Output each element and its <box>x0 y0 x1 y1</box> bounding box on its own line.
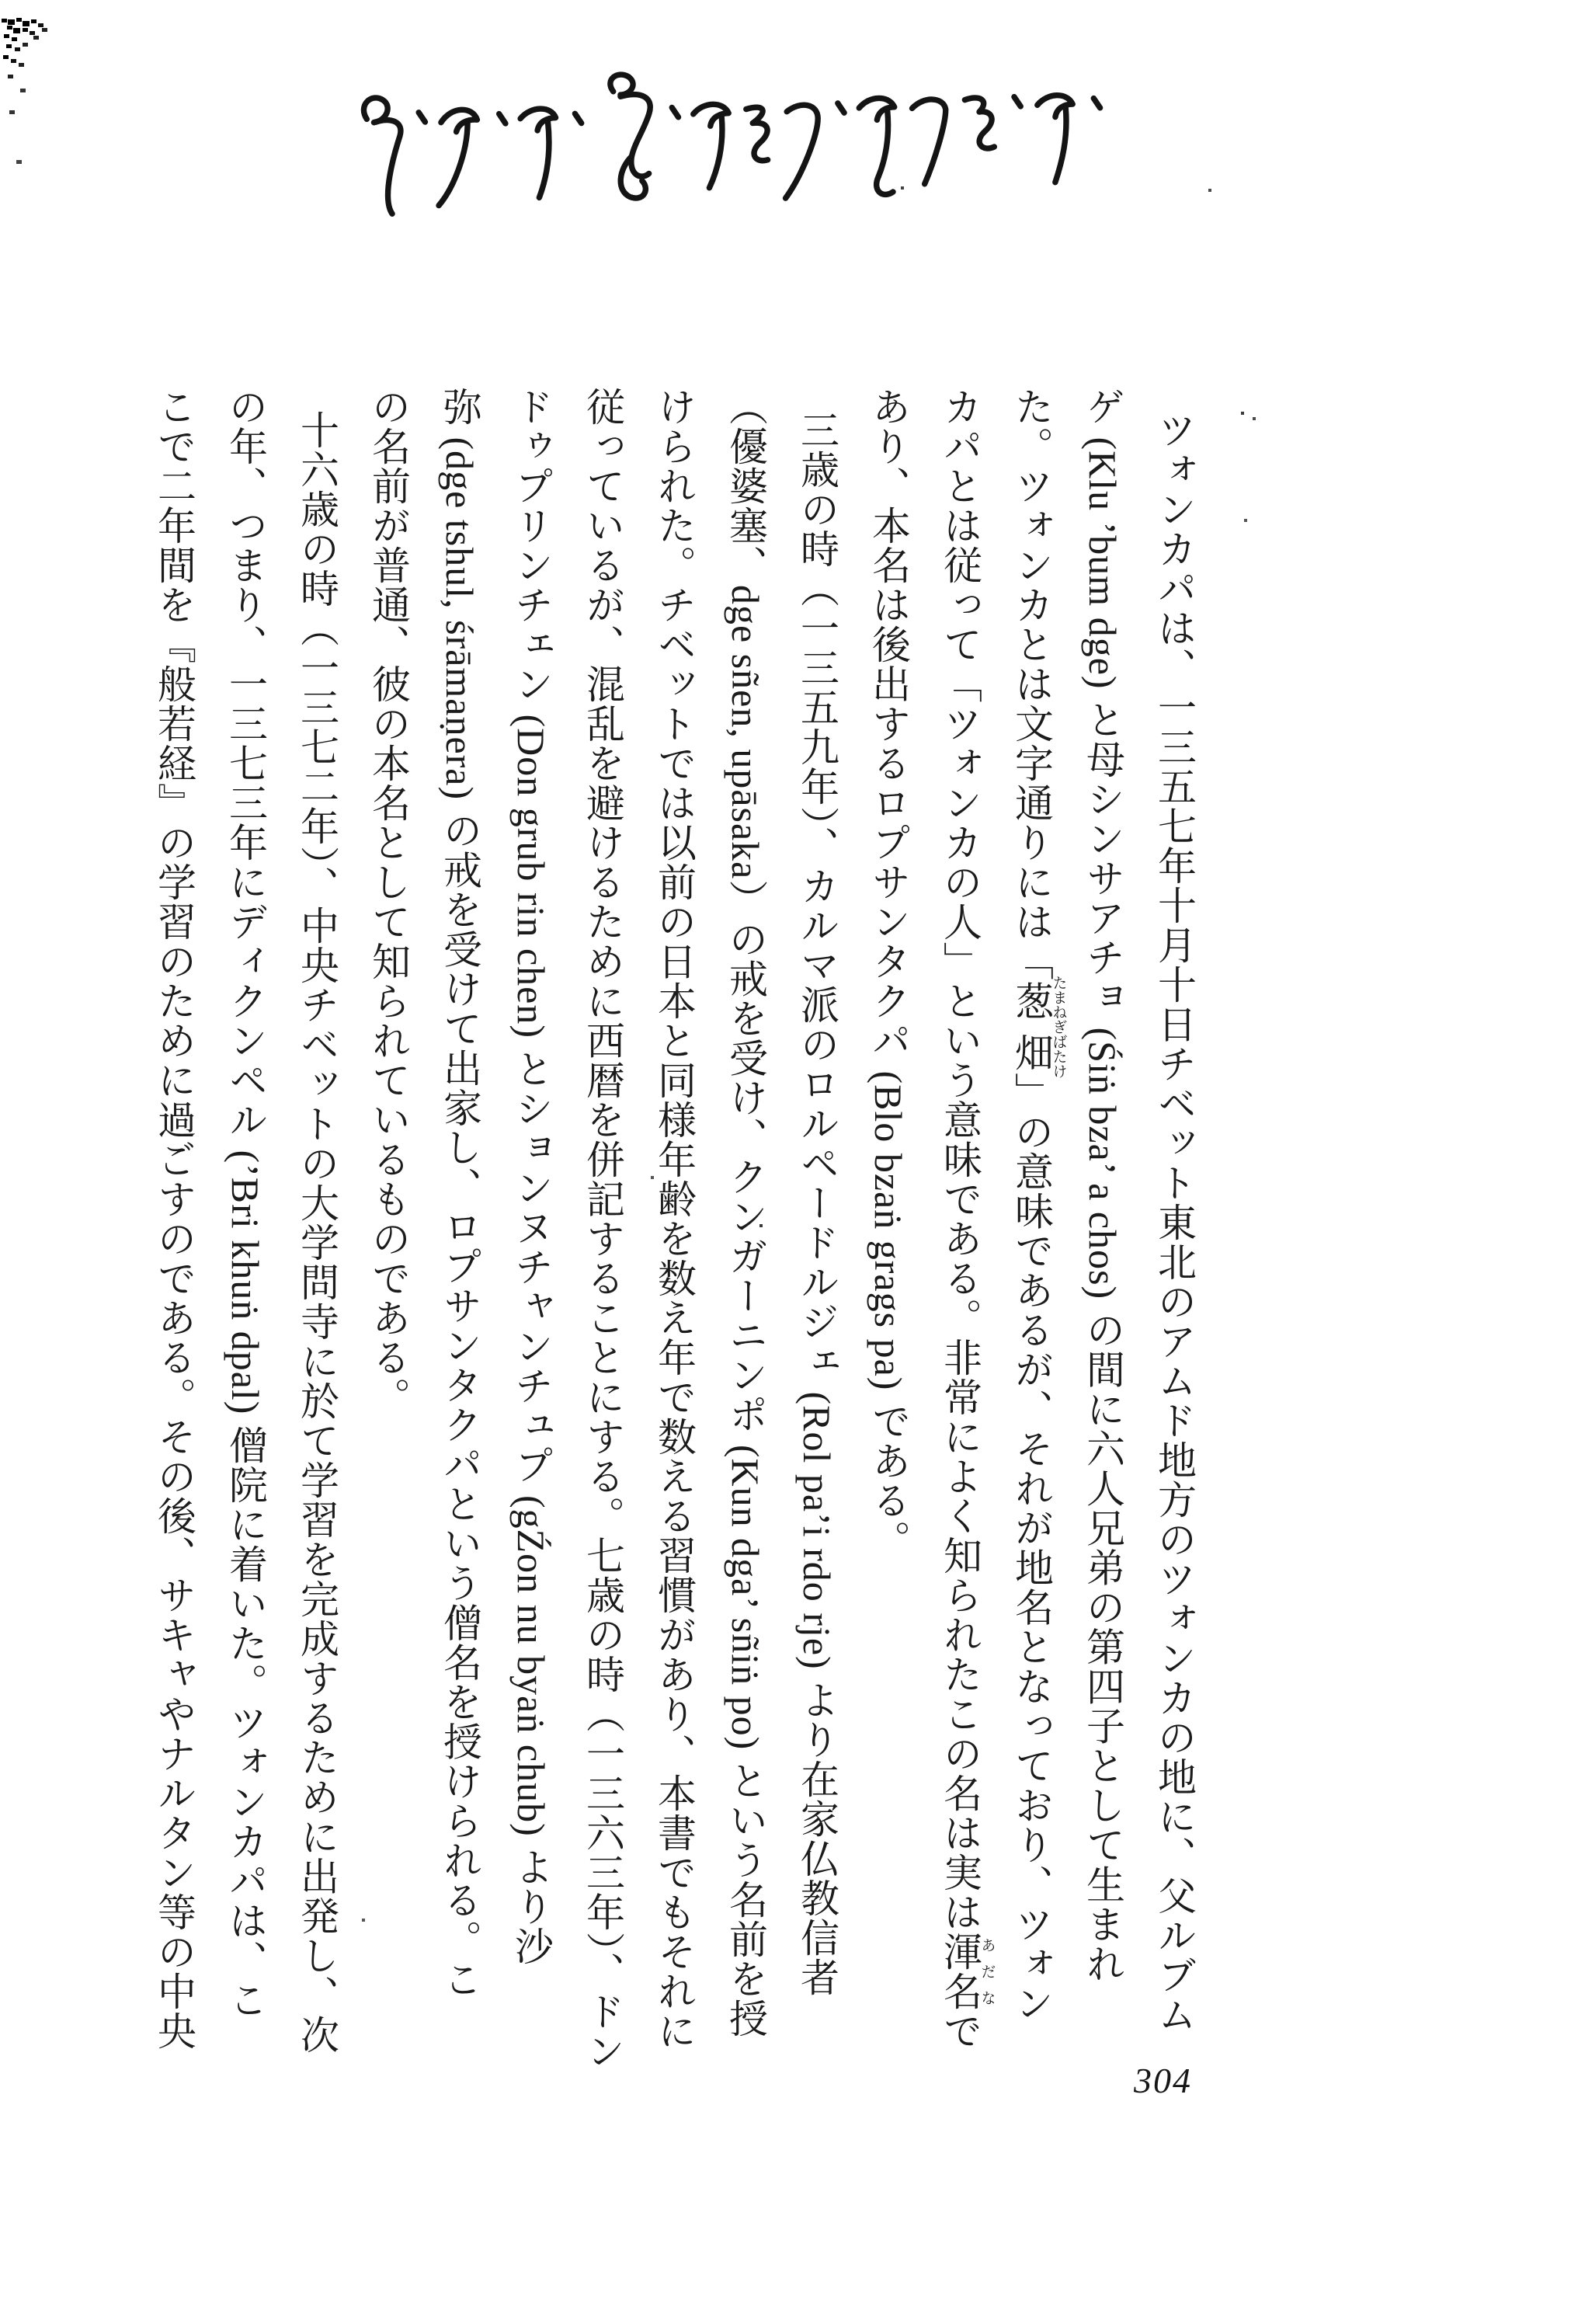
body-text <box>138 387 1210 2197</box>
tibetan-handwriting <box>332 54 1113 226</box>
paragraph-2: 三歳の時（一三五九年）、カルマ派のロルペードルジェ (Rol pa’i rdo rje) より在家仏教信者 （優婆塞、dge sñen, upāsaka）の戒を受け、クンガーニンポ (Kun dga’ sñiṅ po) という名前を授 けられた。チベットでは以前の日本と同様年齢を数え年で数える習慣があり、本書でもそれに 従っているが、混乱を避けるために西暦を併記することにする。七歳の時（一三六三年）、ドン ドゥプリンチェン (Don grub rin chen) とションヌチャンチュプ (gŹon nu byaṅ chub) より沙 弥 (dge tshul, śrāmaṇera) の戒を受けて出家し、ロプサンタクパという僧名を授けられる。こ の名前が普通、彼の本名として知られているものである。 <box>367 387 839 2071</box>
scan-noise <box>2 19 7 23</box>
paragraph-3: 十六歳の時（一三七二年）、中央チベットの大学問寺に於て学習を完成するために出発し、次 の年、つまり、一三七三年にディクンペル (’Bri khuṅ dpal) 僧院に着いた。ツォンカパは、こ こで二年間を『般若経』の学習のために過ごすのである。その後、サキャやナルタン等の中央 <box>152 387 339 2054</box>
dust-specks <box>0 0 3 3</box>
page-number: 304 <box>1134 2061 1192 2100</box>
paragraph-1: ツォンカパは、一三五七年十月十日チベット東北のアムド地方のツォンカの地に、父ルブム ゲ (Klu ’bum dge) と母シンサアチョ (Śiṅ bza’ a chos) の間に六人兄弟の第四子として生まれ た。ツォンカとは文字通りには「葱畑たまねぎばたけ」の意味であるが、それが地名となっており、ツォン カパとは従って「ツォンカの人」という意味である。非常によく知られたこの名は実は渾名あだなで あり、本名は後出するロプサンタクパ (Blo bzaṅ grags pa) である。 <box>867 387 1196 2051</box>
